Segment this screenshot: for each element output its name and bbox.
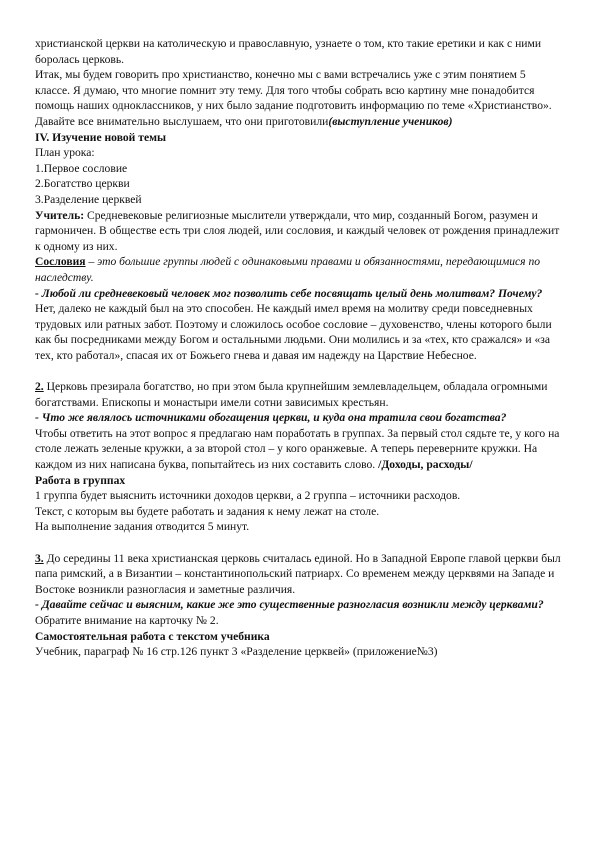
blank-line: [35, 535, 563, 551]
intro-paragraph-2-note: (выступление учеников): [328, 114, 453, 128]
group-work-line-2: Текст, с которым вы будете работать и задания к нему лежат на столе.: [35, 504, 380, 518]
plan-label: План урока:: [35, 146, 95, 160]
question-2: - Что же являлось источниками обогащения церкви, и куда она тратила свои богатства?: [35, 411, 507, 425]
teacher-text: Средневековые религиозные мыслители утверждали, что мир, созданный Богом, разумен и гармоничен. В обществе есть три слоя людей, или сословия, и каждый человек от рождения принадлежит к одному из них.: [35, 208, 560, 253]
answer-2-text: Чтобы ответить на этот вопрос я предлагаю нам поработать в группах. За первый стол сядьте те, у кого на столе лежать зеленые кружки, а за второй стол – у кого оранжевые. А теперь переверните кружки. На каждом из них написана буква, попытайтесь из них составить слово.: [35, 426, 560, 472]
point-3-paragraph: [35, 551, 563, 598]
blank-line: [35, 363, 563, 379]
group-work-line-1: 1 группа будет выяснить источники доходов церкви, а 2 группа – источники расходов.: [35, 489, 461, 503]
card-note: Обратите внимание на карточку № 2.: [35, 613, 219, 627]
plan-item-2: 2.Богатство церкви: [35, 177, 130, 191]
answer-2-words: /Доходы, расходы/: [378, 458, 473, 472]
plan-item-3: 3.Разделение церквей: [35, 192, 142, 206]
independent-work-heading: Самостоятельная работа с текстом учебника: [35, 629, 270, 643]
intro-paragraph-2: [35, 67, 563, 129]
intro-paragraph-1: христианской церкви на католическую и православную, узнаете о том, кто такие еретики и как с ними боролась церковь.: [35, 37, 542, 66]
teacher-label: Учитель:: [35, 208, 85, 222]
group-work-heading: Работа в группах: [35, 473, 126, 487]
intro-paragraph-2-text: Итак, мы будем говорить про христианство, конечно мы с вами встречались уже с этим понятием 5 классе. Я думаю, что многие помнит эту тему. Для того чтобы собрать всю картину мне понадобится помощь наших одноклассников, у них было задание подготовить информацию по теме «Христианство». Давайте все внимательно выслушаем, что они приготовили: [35, 68, 552, 128]
definition-term: Сословия: [35, 255, 86, 269]
point-2-paragraph: [35, 379, 563, 410]
definition-paragraph: [35, 254, 563, 285]
point-2-number: 2.: [35, 380, 44, 394]
point-3-text: До середины 11 века христианская церковь считалась единой. Но в Западной Европе главой церкви был папа римский, а в Византии – константинопольский патриарх. Со временем между церквями на Западе и Востоке возникли разногласия и заметные различия.: [35, 551, 561, 596]
definition-text: это большие группы людей с одинаковыми правами и обязанностями, передающимися по наследству.: [35, 255, 541, 284]
question-3: - Давайте сейчас и выясним, какие же это существенные разногласия возникли между церквами?: [35, 598, 544, 612]
group-work-line-3: На выполнение задания отводится 5 минут.: [35, 520, 250, 534]
teacher-paragraph: [35, 208, 563, 255]
plan-item-1: 1.Первое сословие: [35, 161, 128, 175]
textbook-reference: Учебник, параграф № 16 стр.126 пункт 3 «Разделение церквей» (приложение№3): [35, 645, 438, 659]
question-1: - Любой ли средневековый человек мог позволить себе посвящать целый день молитвам? Почему?: [35, 286, 543, 300]
definition-dash: –: [85, 255, 98, 269]
point-2-text: Церковь презирала богатство, но при этом была крупнейшим землевладельцем, обладала огромными богатствами. Епископы и монастыри имели сотни зависимых крестьян.: [35, 380, 548, 409]
point-3-number: 3.: [35, 551, 44, 565]
answer-1: Нет, далеко не каждый был на это способен. Не каждый имел время на молитву среди повседневных трудовых или ратных забот. Поэтому и сложилось особое сословие – духовенство, члены которого были как бы посредниками между Богом и остальными людьми. Они молились и за «тех, кто сражался» и «за тех, кто работал», спасая их от Божьего гнева и давая им надежду на Царствие Небесное.: [35, 302, 552, 362]
answer-2: [35, 426, 563, 473]
section-heading: IV. Изучение новой темы: [35, 130, 167, 144]
